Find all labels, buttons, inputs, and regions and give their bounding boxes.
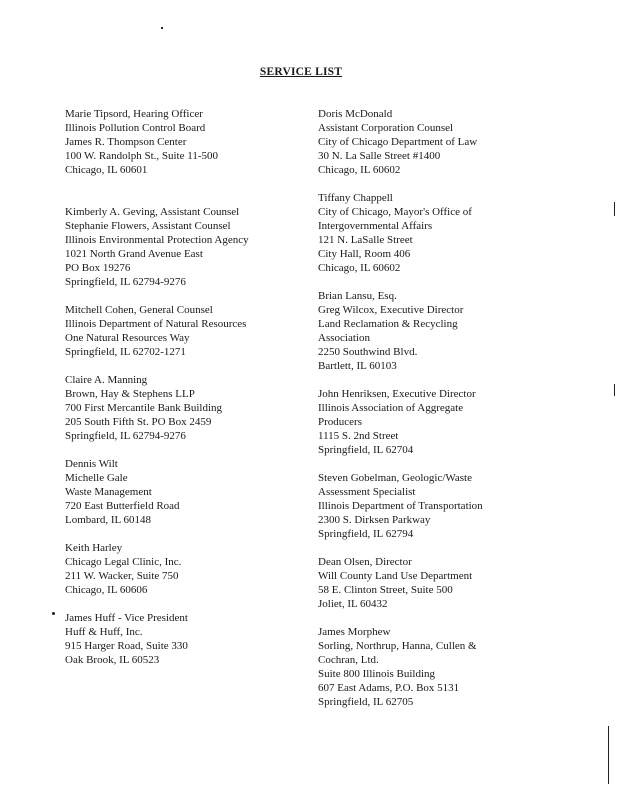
address-line: 205 South Fifth St. PO Box 2459 <box>65 416 212 428</box>
address-line: Illinois Pollution Control Board <box>65 122 206 134</box>
service-entry <box>65 541 181 597</box>
address-line: Springfield, IL 62794-9276 <box>65 276 186 288</box>
address-line: Producers <box>318 416 362 428</box>
address-line: Marie Tipsord, Hearing Officer <box>65 108 203 120</box>
address-line: Springfield, IL 62702-1271 <box>65 346 186 358</box>
address-line: James Morphew <box>318 626 391 638</box>
address-line: City of Chicago Department of Law <box>318 136 478 148</box>
address-line: Joliet, IL 60432 <box>318 598 388 610</box>
address-line: Tiffany Chappell <box>318 192 393 204</box>
service-entry <box>65 303 246 359</box>
address-line: 100 W. Randolph St., Suite 11-500 <box>65 150 218 162</box>
address-line: Illinois Department of Natural Resources <box>65 318 247 330</box>
address-line: Claire A. Manning <box>65 374 148 386</box>
service-entry <box>318 555 472 611</box>
address-line: Mitchell Cohen, General Counsel <box>65 304 213 316</box>
address-line: Illinois Association of Aggregate <box>318 402 464 414</box>
address-line: 915 Harger Road, Suite 330 <box>65 640 188 652</box>
address-line: James Huff - Vice President <box>65 612 188 624</box>
address-line: 700 First Mercantile Bank Building <box>65 402 223 414</box>
address-line: Land Reclamation & Recycling <box>318 318 458 330</box>
service-entry <box>318 107 477 177</box>
service-entry <box>65 373 222 443</box>
address-line: PO Box 19276 <box>65 262 131 274</box>
address-line: 1115 S. 2nd Street <box>318 430 399 442</box>
address-line: City of Chicago, Mayor's Office of <box>318 206 472 218</box>
service-entry <box>318 191 472 275</box>
scan-mark <box>161 27 163 29</box>
address-line: Huff & Huff, Inc. <box>65 626 143 638</box>
address-line: 1021 North Grand Avenue East <box>65 248 203 260</box>
address-line: Kimberly A. Geving, Assistant Counsel <box>65 206 240 218</box>
address-line: John Henriksen, Executive Director <box>318 388 476 400</box>
address-line: Steven Gobelman, Geologic/Waste <box>318 472 472 484</box>
address-line: Springfield, IL 62794-9276 <box>65 430 186 442</box>
address-line: Brown, Hay & Stephens LLP <box>65 388 195 400</box>
address-line: Chicago Legal Clinic, Inc. <box>65 556 182 568</box>
address-line: Assessment Specialist <box>318 486 416 498</box>
address-line: Illinois Environmental Protection Agency <box>65 234 249 246</box>
address-line: Bartlett, IL 60103 <box>318 360 397 372</box>
address-line: Springfield, IL 62704 <box>318 444 414 456</box>
address-line: 2300 S. Dirksen Parkway <box>318 514 431 526</box>
address-line: Association <box>318 332 370 344</box>
address-line: Michelle Gale <box>65 472 128 484</box>
address-line: 2250 Southwind Blvd. <box>318 346 418 358</box>
address-line: Greg Wilcox, Executive Director <box>318 304 464 316</box>
address-line: Springfield, IL 62705 <box>318 696 414 708</box>
service-entry <box>65 107 218 177</box>
address-line: Brian Lansu, Esq. <box>318 290 397 302</box>
service-entry <box>318 387 476 457</box>
address-line: Keith Harley <box>65 542 123 554</box>
address-line: Illinois Department of Transportation <box>318 500 483 512</box>
service-entry <box>65 205 249 289</box>
service-entry <box>318 289 463 373</box>
address-line: Assistant Corporation Counsel <box>318 122 454 134</box>
address-line: 30 N. La Salle Street #1400 <box>318 150 441 162</box>
service-entry <box>65 611 188 667</box>
scan-mark <box>614 384 615 396</box>
address-line: Cochran, Ltd. <box>318 654 379 666</box>
address-line: Chicago, IL 60606 <box>65 584 148 596</box>
address-line: Sorling, Northrup, Hanna, Cullen & <box>318 640 477 652</box>
scan-mark <box>52 612 55 615</box>
scan-mark <box>614 202 615 216</box>
address-line: City Hall, Room 406 <box>318 248 411 260</box>
address-line: Chicago, IL 60602 <box>318 164 401 176</box>
scan-mark <box>608 726 609 784</box>
service-entry <box>318 625 477 709</box>
address-line: Stephanie Flowers, Assistant Counsel <box>65 220 231 232</box>
address-line: 121 N. LaSalle Street <box>318 234 413 246</box>
address-line: Waste Management <box>65 486 152 498</box>
address-line: 720 East Butterfield Road <box>65 500 180 512</box>
service-entry <box>65 457 180 527</box>
service-entry <box>318 471 483 541</box>
address-line: Lombard, IL 60148 <box>65 514 152 526</box>
address-line: Chicago, IL 60601 <box>65 164 148 176</box>
address-line: One Natural Resources Way <box>65 332 190 344</box>
address-line: Chicago, IL 60602 <box>318 262 401 274</box>
address-line: Oak Brook, IL 60523 <box>65 654 160 666</box>
address-line: Doris McDonald <box>318 108 393 120</box>
page-title: SERVICE LIST <box>259 66 343 78</box>
address-line: Suite 800 Illinois Building <box>318 668 436 680</box>
address-line: Springfield, IL 62794 <box>318 528 414 540</box>
address-line: Will County Land Use Department <box>318 570 473 582</box>
address-line: 211 W. Wacker, Suite 750 <box>65 570 179 582</box>
address-line: Dean Olsen, Director <box>318 556 412 568</box>
address-line: James R. Thompson Center <box>65 136 187 148</box>
address-line: 607 East Adams, P.O. Box 5131 <box>318 682 460 694</box>
address-line: 58 E. Clinton Street, Suite 500 <box>318 584 453 596</box>
address-line: Intergovernmental Affairs <box>318 220 433 232</box>
address-line: Dennis Wilt <box>65 458 118 470</box>
